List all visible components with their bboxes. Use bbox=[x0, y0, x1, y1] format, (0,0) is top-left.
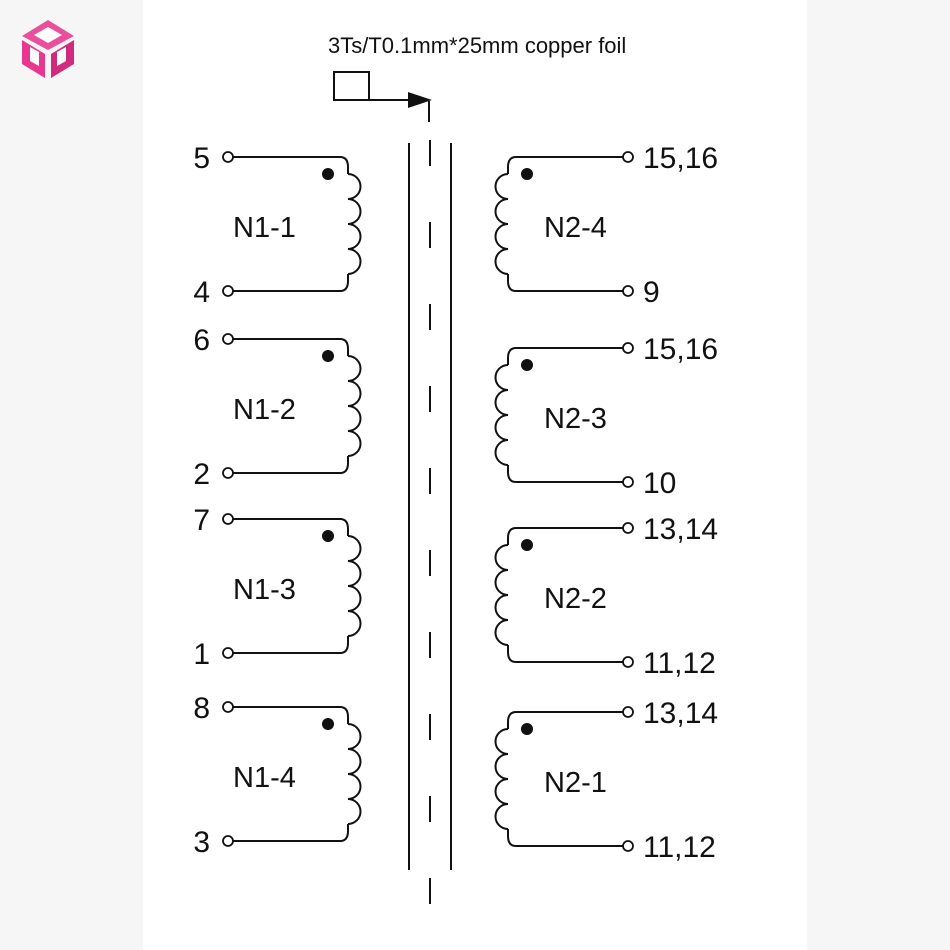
winding-name: N1-1 bbox=[233, 212, 296, 244]
winding-bottom-lead bbox=[508, 645, 623, 662]
primary-winding bbox=[193, 142, 360, 309]
polarity-dot bbox=[521, 168, 533, 180]
terminal-circle bbox=[623, 286, 633, 296]
primary-winding bbox=[193, 504, 360, 671]
winding-bottom-lead bbox=[508, 829, 623, 846]
terminal-circle bbox=[223, 152, 233, 162]
winding-bottom-lead bbox=[508, 274, 623, 291]
polarity-dot bbox=[521, 359, 533, 371]
terminal-circle bbox=[223, 648, 233, 658]
secondary-windings bbox=[496, 142, 719, 864]
winding-bottom-lead bbox=[233, 456, 348, 473]
terminal-circle bbox=[623, 523, 633, 533]
winding-coil bbox=[348, 174, 361, 274]
winding-coil bbox=[496, 365, 509, 465]
winding-name: N1-2 bbox=[233, 394, 296, 426]
shield-box bbox=[334, 72, 369, 100]
pin-label: 13,14 bbox=[643, 513, 719, 546]
terminal-circle bbox=[223, 468, 233, 478]
pin-label: 1 bbox=[193, 638, 210, 671]
polarity-dot bbox=[322, 530, 334, 542]
polarity-dot bbox=[521, 723, 533, 735]
polarity-dot bbox=[322, 350, 334, 362]
pin-label: 6 bbox=[193, 324, 210, 357]
winding-name: N2-2 bbox=[544, 583, 607, 615]
secondary-winding bbox=[496, 697, 719, 864]
winding-name: N2-3 bbox=[544, 403, 607, 435]
winding-name: N1-3 bbox=[233, 574, 296, 606]
primary-winding bbox=[193, 324, 360, 491]
winding-name: N1-4 bbox=[233, 762, 296, 794]
pin-label: 13,14 bbox=[643, 697, 719, 730]
winding-coil bbox=[348, 536, 361, 636]
polarity-dot bbox=[521, 539, 533, 551]
pin-label: 7 bbox=[193, 504, 210, 537]
polarity-dot bbox=[322, 718, 334, 730]
winding-coil bbox=[348, 724, 361, 824]
winding-bottom-lead bbox=[233, 274, 348, 291]
terminal-circle bbox=[623, 707, 633, 717]
pin-label: 11,12 bbox=[643, 831, 716, 864]
pin-label: 8 bbox=[193, 692, 210, 725]
winding-bottom-lead bbox=[233, 636, 348, 653]
pin-label: 5 bbox=[193, 142, 210, 175]
winding-bottom-lead bbox=[508, 465, 623, 482]
terminal-circle bbox=[623, 152, 633, 162]
pin-label: 10 bbox=[643, 467, 677, 500]
terminal-circle bbox=[223, 702, 233, 712]
primary-windings bbox=[193, 142, 360, 859]
secondary-winding bbox=[496, 333, 719, 500]
terminal-circle bbox=[223, 514, 233, 524]
winding-coil bbox=[348, 356, 361, 456]
terminal-circle bbox=[623, 657, 633, 667]
pin-label: 3 bbox=[193, 826, 210, 859]
terminal-circle bbox=[623, 343, 633, 353]
winding-coil bbox=[496, 174, 509, 274]
pin-label: 11,12 bbox=[643, 647, 716, 680]
winding-coil bbox=[496, 729, 509, 829]
polarity-dot bbox=[322, 168, 334, 180]
winding-coil bbox=[496, 545, 509, 645]
pin-label: 9 bbox=[643, 276, 660, 309]
winding-bottom-lead bbox=[233, 824, 348, 841]
terminal-circle bbox=[623, 841, 633, 851]
terminal-circle bbox=[223, 836, 233, 846]
secondary-winding bbox=[496, 513, 719, 680]
winding-name: N2-1 bbox=[544, 767, 607, 799]
secondary-winding bbox=[496, 142, 719, 309]
pin-label: 2 bbox=[193, 458, 210, 491]
pin-label: 4 bbox=[193, 276, 210, 309]
terminal-circle bbox=[223, 334, 233, 344]
brand-logo-icon bbox=[22, 20, 74, 78]
terminal-circle bbox=[623, 477, 633, 487]
shield-label: 3Ts/T0.1mm*25mm copper foil bbox=[328, 33, 627, 58]
pin-label: 15,16 bbox=[643, 333, 719, 366]
primary-winding bbox=[193, 692, 360, 859]
terminal-circle bbox=[223, 286, 233, 296]
pin-label: 15,16 bbox=[643, 142, 719, 175]
winding-name: N2-4 bbox=[544, 212, 607, 244]
